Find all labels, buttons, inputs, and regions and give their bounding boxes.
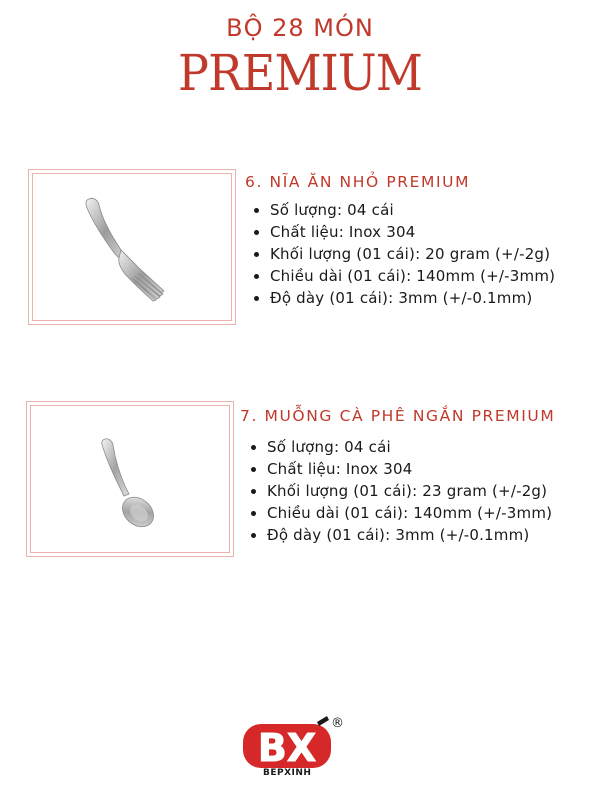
spec-item: • Số lượng: 04 cái bbox=[270, 199, 555, 221]
spec-item: • Chiều dài (01 cái): 140mm (+/-3mm) bbox=[270, 265, 555, 287]
product-title: 6. NĨA ĂN NHỎ PREMIUM bbox=[245, 173, 471, 191]
registered-mark: ® bbox=[331, 716, 344, 731]
spoon-icon bbox=[27, 402, 233, 556]
product-title: 7. MUỖNG CÀ PHÊ NGẮN PREMIUM bbox=[240, 407, 556, 425]
collection-subtitle: BỘ 28 MÓN bbox=[226, 14, 374, 42]
product-image-frame bbox=[26, 401, 234, 557]
logo-text: BX bbox=[257, 726, 317, 770]
spec-list bbox=[247, 436, 552, 546]
spec-item: • Khối lượng (01 cái): 23 gram (+/-2g) bbox=[267, 480, 552, 502]
spec-item: • Chiều dài (01 cái): 140mm (+/-3mm) bbox=[267, 502, 552, 524]
collection-title: PREMIUM bbox=[178, 44, 422, 102]
spec-item: • Chất liệu: Inox 304 bbox=[267, 458, 552, 480]
spec-item: • Khối lượng (01 cái): 20 gram (+/-2g) bbox=[270, 243, 555, 265]
spec-item: • Độ dày (01 cái): 3mm (+/-0.1mm) bbox=[267, 524, 552, 546]
product-image-frame bbox=[28, 169, 236, 325]
spec-item: • Chất liệu: Inox 304 bbox=[270, 221, 555, 243]
fork-icon bbox=[29, 170, 235, 324]
spec-list bbox=[250, 199, 555, 309]
spec-item: • Độ dày (01 cái): 3mm (+/-0.1mm) bbox=[270, 287, 555, 309]
brand-name: BEPXINH bbox=[263, 768, 312, 778]
spec-item: • Số lượng: 04 cái bbox=[267, 436, 552, 458]
